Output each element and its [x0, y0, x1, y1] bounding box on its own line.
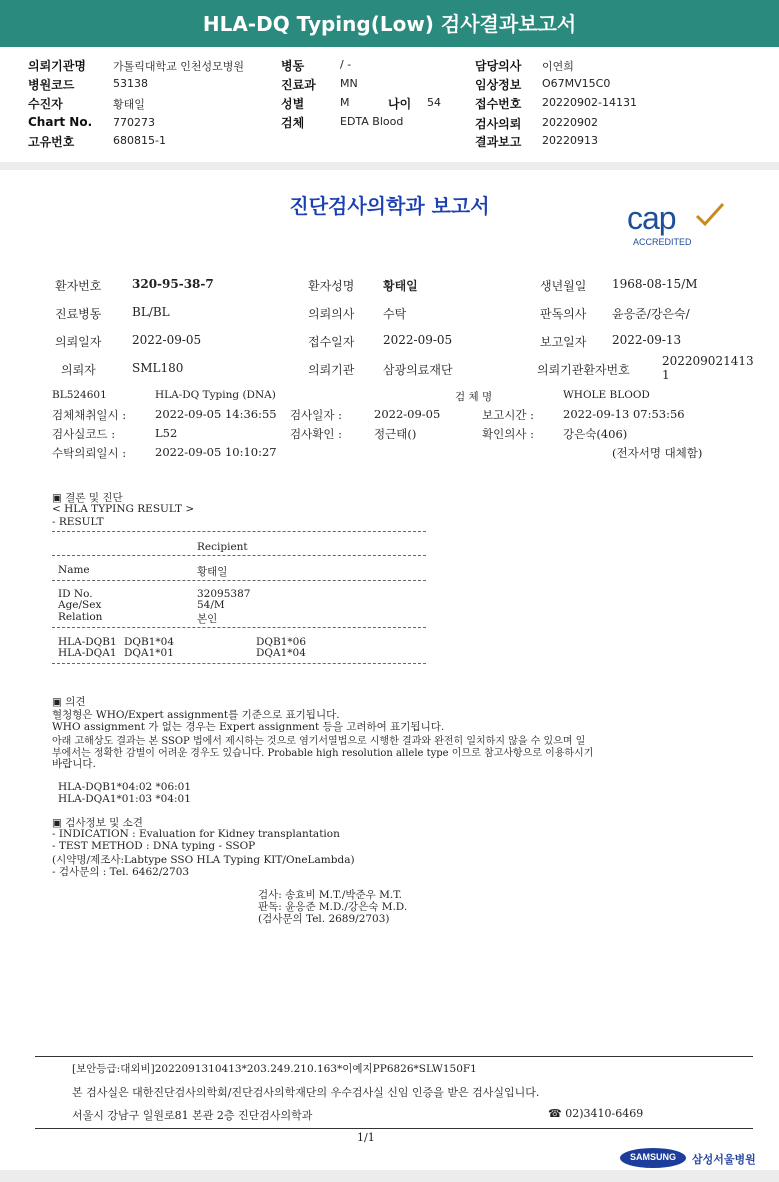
label: 보고일자 — [540, 335, 587, 349]
label: 검 체 명 — [455, 391, 493, 403]
value: 1 — [662, 368, 670, 382]
title-bar — [0, 0, 779, 47]
value: 이연희 — [542, 60, 574, 73]
allele-line: HLA-DQB1*04:02 *06:01 — [58, 781, 192, 793]
value: 2022-09-13 — [612, 333, 682, 347]
signature-line: 판독: 윤응준 M.D./강은숙 M.D. — [258, 901, 408, 913]
allele-line: HLA-DQA1*01:03 *04:01 — [58, 793, 191, 805]
label: 병원코드 — [28, 78, 75, 92]
samsung-logo-text: SAMSUNG — [629, 1152, 676, 1162]
cap-accredited-logo — [625, 200, 735, 250]
label: 수진자 — [28, 97, 63, 111]
footer-divider — [35, 1128, 753, 1129]
hospital-name: 삼성서울병원 — [692, 1153, 756, 1166]
label: 검사확인 : — [290, 427, 342, 441]
value: 53138 — [113, 77, 148, 90]
e-signature-note: (전자서명 대체함) — [612, 446, 703, 460]
label: 보고시간 : — [482, 408, 534, 422]
result-subtitle: < HLA TYPING RESULT > — [52, 503, 195, 515]
value: 54 — [427, 96, 441, 109]
opinion-line: 바랍니다. — [52, 758, 96, 770]
section-heading: ▣ 검사정보 및 소견 — [52, 817, 143, 829]
report-title: 진단검사의학과 보고서 — [289, 194, 490, 218]
divider — [52, 663, 426, 664]
label: 생년월일 — [540, 279, 587, 293]
value: DQA1*04 — [256, 647, 306, 659]
info-line: - TEST METHOD : DNA typing - SSOP — [52, 840, 256, 852]
label: 병동 — [281, 59, 305, 73]
opinion-line: 부에서는 정확한 감별이 어려운 경우도 있습니다. Probable high resolution allele type 이므로 참고사항으로 이용하시기 — [52, 748, 594, 759]
value: 1968-08-15/M — [612, 277, 698, 291]
cert-statement: 본 검사실은 대한진단검사의학회/진단검사의학재단의 우수검사실 신임 인증을 받은 검사실입니다. — [72, 1086, 540, 1099]
label: 검사의뢰 — [475, 117, 522, 131]
value: 20220913 — [542, 134, 598, 147]
value: 황태일 — [113, 98, 145, 111]
value: 2022-09-05 — [374, 407, 441, 421]
value: 수탁 — [383, 307, 407, 321]
label: 결과보고 — [475, 135, 522, 149]
value: 54/M — [197, 599, 225, 611]
label: 임상정보 — [475, 78, 522, 92]
label: 검사일자 : — [290, 408, 342, 422]
info-line: - 검사문의 : Tel. 6462/2703 — [52, 866, 190, 878]
value: 정근태() — [374, 427, 417, 441]
value: 윤응준/강은숙/ — [612, 307, 690, 321]
label: 진료병동 — [55, 307, 102, 321]
signature-line: 검사: 송효비 M.T./박준우 M.T. — [258, 889, 403, 901]
label: 나이 — [388, 97, 412, 111]
label: 의뢰기관명 — [28, 59, 86, 73]
label: 판독의사 — [540, 307, 587, 321]
value: BL/BL — [132, 305, 170, 319]
recipient-header: Recipient — [197, 541, 248, 553]
value: 2022-09-05 14:36:55 — [155, 407, 277, 421]
label: Relation — [58, 611, 103, 623]
cap-sub-text: ACCREDITED — [633, 237, 692, 247]
label: 검체채취일시 : — [52, 408, 127, 422]
label: 의뢰의사 — [308, 307, 355, 321]
document-title: HLA-DQ Typing(Low) 검사결과보고서 — [202, 12, 577, 36]
value: / - — [340, 58, 352, 71]
value: MN — [340, 77, 358, 90]
phone: ☎ 02)3410-6469 — [548, 1107, 644, 1120]
opinion-line: WHO assignment 가 없는 경우는 Expert assignment 등을 고려하여 표기됩니다. — [52, 721, 445, 733]
label: 담당의사 — [475, 59, 522, 73]
value: 본인 — [197, 613, 218, 625]
value: WHOLE BLOOD — [563, 389, 650, 401]
info-line: (시약명/제조사:Labtype SSO HLA Typing KIT/OneLambda) — [52, 854, 355, 866]
value: 2022-09-05 10:10:27 — [155, 445, 277, 459]
security-line: [보안등급:대외비]2022091310413*203.249.210.163*이예지PP6826*SLW150F1 — [72, 1063, 477, 1075]
label: HLA-DQB1 — [58, 636, 117, 648]
value: EDTA Blood — [340, 115, 404, 128]
section-heading: ▣ 결론 및 진단 — [52, 492, 123, 504]
label: 접수번호 — [475, 97, 522, 111]
label: 환자번호 — [55, 279, 102, 293]
value: 2022-09-05 — [132, 333, 202, 347]
value: L52 — [155, 426, 178, 440]
value: 황태일 — [197, 566, 228, 578]
footer-divider — [35, 1056, 753, 1057]
info-line: - INDICATION : Evaluation for Kidney transplantation — [52, 828, 340, 840]
label: Chart No. — [28, 115, 93, 129]
value: O67MV15C0 — [542, 77, 611, 90]
label: 의뢰일자 — [55, 335, 102, 349]
label: HLA-DQA1 — [58, 647, 117, 659]
value: DQB1*06 — [256, 636, 307, 648]
samsung-logo — [620, 1148, 686, 1168]
result-label: - RESULT — [52, 516, 104, 528]
label: 의뢰기관 — [308, 363, 355, 377]
page-number: 1/1 — [357, 1131, 375, 1144]
label: 확인의사 : — [482, 427, 534, 441]
value: SML180 — [132, 361, 184, 375]
label: 의뢰자 — [61, 363, 96, 377]
value: 강은숙(406) — [563, 427, 628, 441]
value: 2022-09-05 — [383, 333, 453, 347]
value: 202209021413 — [662, 354, 754, 368]
divider — [52, 555, 426, 556]
signature-line: (검사문의 Tel. 2689/2703) — [258, 913, 390, 925]
label: 의뢰기관환자번호 — [537, 363, 630, 377]
divider — [52, 531, 426, 532]
value: DQB1*04 — [124, 636, 175, 648]
value: 680815-1 — [113, 134, 166, 147]
header-info — [0, 47, 779, 162]
report-page — [0, 170, 779, 1170]
value: 20220902 — [542, 116, 598, 129]
divider — [52, 627, 426, 628]
value: DQA1*01 — [124, 647, 174, 659]
label: 검사실코드 : — [52, 427, 116, 441]
label: 성별 — [281, 97, 305, 111]
label: 검체 — [281, 116, 305, 130]
opinion-line: 혈청형은 WHO/Expert assignment를 기준으로 표기됩니다. — [52, 709, 340, 721]
label: 수탁의뢰일시 : — [52, 446, 127, 460]
value: 2022-09-13 07:53:56 — [563, 407, 685, 421]
value: 황태일 — [383, 279, 418, 293]
value: 삼광의료재단 — [383, 363, 453, 377]
value: 320-95-38-7 — [132, 277, 214, 291]
label: Age/Sex — [58, 599, 102, 611]
value: 가톨릭대학교 인천성모병원 — [113, 60, 245, 73]
address: 서울시 강남구 일원로81 본관 2층 진단검사의학과 — [72, 1109, 313, 1122]
test-name: HLA-DQ Typing (DNA) — [155, 389, 276, 401]
value: 20220902-14131 — [542, 96, 637, 109]
opinion-line: 아래 고해상도 결과는 본 SSOP 법에서 제시하는 것으로 염기서열법으로 시행한 결과와 완전히 일치하지 않을 수 있으며 일 — [52, 736, 586, 747]
label: 환자성명 — [308, 279, 355, 293]
divider — [52, 580, 426, 581]
label: 고유번호 — [28, 135, 75, 149]
cap-logo-text: cap — [627, 200, 676, 236]
value: 770273 — [113, 116, 155, 129]
test-code: BL524601 — [52, 389, 107, 401]
value: 32095387 — [197, 588, 251, 600]
label: 진료과 — [281, 78, 316, 92]
label: ID No. — [58, 588, 93, 600]
cap-check-icon — [693, 202, 725, 228]
value: M — [340, 96, 350, 109]
label: 접수일자 — [308, 335, 355, 349]
label: Name — [58, 564, 90, 576]
section-heading: ▣ 의견 — [52, 696, 86, 708]
